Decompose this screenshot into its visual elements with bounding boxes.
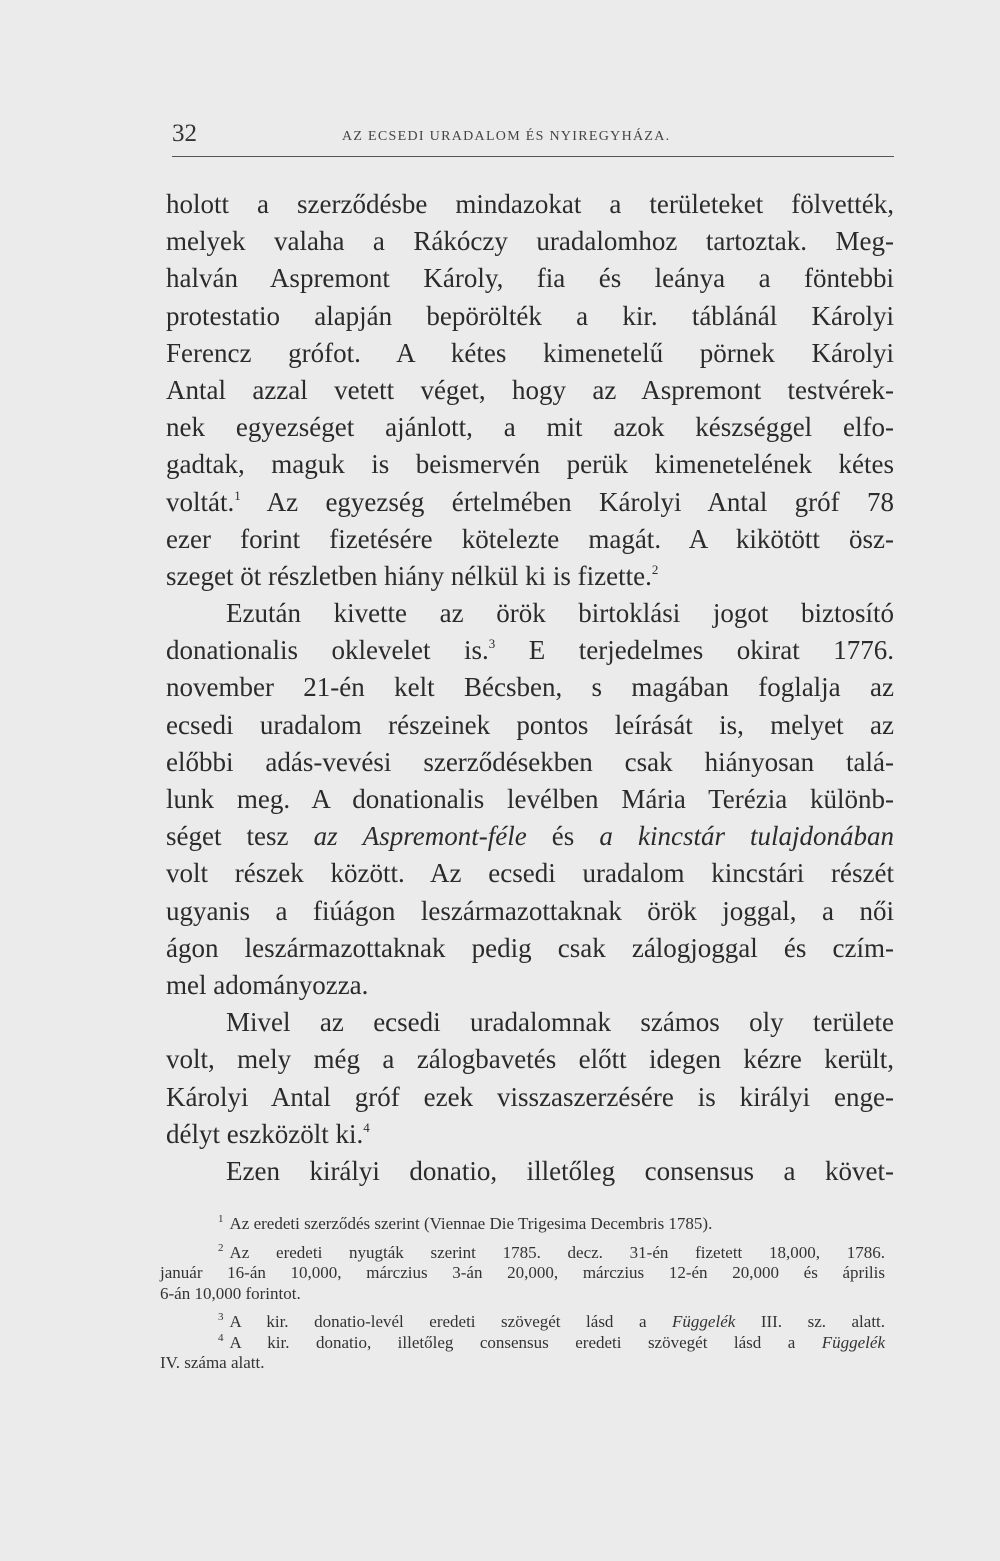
text-line: melyek valaha a Rákóczy uradalomhoz tartoztak. Meg- — [166, 226, 894, 257]
footnote-text: III. sz. alatt. — [760, 1312, 886, 1331]
text-line: Ezután kivette az örök birtoklási jogot biztosító — [226, 598, 894, 629]
footnote-mark: 2 — [218, 1241, 224, 1254]
text-line: ecsedi uradalom részeinek pontos leírását is, melyet az — [166, 709, 894, 740]
page-number: 32 — [172, 120, 197, 147]
text-line: gadtak, maguk is beismervén perük kimenetelének kétes — [166, 449, 894, 480]
text-line: ugyanis a fiúágon leszármazottaknak örök joggal, a női — [166, 895, 894, 926]
footnote-4 — [160, 1333, 885, 1354]
italic-text: az — [313, 821, 338, 852]
text-line: volt, mely még a zálogbavetés előtt idegen kézre került, — [166, 1044, 894, 1075]
text-line: Károlyi Antal gróf ezek visszaszerzésére is királyi enge- — [166, 1081, 894, 1112]
text-fragment: donationalis oklevelet is. — [166, 635, 489, 666]
footnote-2-line: 6-án 10,000 forintot. — [160, 1283, 301, 1303]
italic-text: kincstár tulajdonában — [637, 821, 895, 852]
text-fragment: voltát. — [166, 486, 235, 517]
footnote-mark: 1 — [218, 1213, 224, 1225]
text-fragment: szeget öt részletben hiány nélkül ki is fizette. — [166, 560, 652, 591]
footnotes — [160, 1214, 885, 1374]
text-line: halván Aspremont Károly, fia és leánya a föntebbi — [166, 263, 894, 294]
text-line — [166, 1116, 894, 1153]
text-fragment: E terjedelmes okirat 1776. — [528, 635, 895, 666]
footnote-ref: 1 — [234, 487, 241, 503]
text-line: előbbi adás-vevési szerződésekben csak hiányosan talá- — [166, 746, 894, 777]
text-line — [166, 818, 894, 855]
text-line: mel adományozza. — [166, 969, 369, 1000]
text-line: november 21-én kelt Bécsben, s magában foglalja az — [166, 672, 894, 703]
text-line: lunk meg. A donationalis levélben Mária Terézia különb- — [166, 784, 894, 814]
footnote-italic: Függelék — [672, 1312, 736, 1331]
text-line: nek egyezséget ajánlott, a mit azok készséggel elfo- — [166, 412, 894, 443]
text-fragment: délyt eszközölt ki. — [166, 1118, 364, 1149]
footnote-mark: 3 — [218, 1311, 224, 1323]
text-line: protestatio alapján bepörölték a kir. táblánál Károlyi — [166, 300, 894, 331]
running-title: AZ ECSEDI URADALOM ÉS NYIREGYHÁZA. — [342, 129, 671, 144]
body-text — [166, 186, 894, 1190]
text-line: ezer forint fizetésére kötelezte magát. A kikötött ösz- — [166, 523, 894, 554]
text-line: Ferencz grófot. A kétes kimenetelű pörnek Károlyi — [166, 337, 894, 368]
footnote-ref: 2 — [651, 561, 659, 577]
footnote-2-line: január 16-án 10,000, márczius 3-án 20,000, márczius 12-én 20,000 és április — [160, 1263, 885, 1282]
text-line: holott a szerződésbe mindazokat a területeket fölvették, — [166, 189, 894, 219]
text-fragment: Az egyezség értelmében Károlyi Antal gróf 78 — [266, 486, 894, 517]
footnote-ref: 3 — [488, 636, 496, 652]
footnote-1 — [160, 1214, 885, 1235]
footnote-italic: Függelék — [821, 1332, 885, 1352]
footnote-mark: 4 — [218, 1331, 224, 1344]
text-line: Ezen királyi donatio, illetőleg consensus a követ- — [226, 1155, 894, 1186]
footnote-2 — [160, 1243, 885, 1264]
text-line: ágon leszármazottaknak pedig csak zálogjoggal és czím- — [166, 932, 894, 963]
text-line: volt részek között. Az ecsedi uradalom kincstári részét — [166, 858, 894, 889]
footnote-text: A kir. donatio-levél eredeti szövegét lásd a — [229, 1312, 647, 1331]
text-line: Antal azzal vetett véget, hogy az Aspremont testvérek- — [166, 374, 894, 405]
text-fragment: séget tesz — [166, 821, 289, 852]
page-header — [172, 120, 894, 157]
footnote-text: Az eredeti nyugták szerint 1785. decz. 31-én fizetett 18,000, 1786. — [229, 1242, 885, 1262]
footnote-text: Az eredeti szerződés szerint (Viennae Die Trigesima Decembris 1785). — [229, 1214, 713, 1233]
text-line — [166, 484, 894, 521]
footnote-3 — [160, 1312, 885, 1333]
text-line: Mivel az ecsedi uradalomnak számos oly területe — [226, 1007, 894, 1038]
italic-text: Aspremont-féle — [362, 821, 527, 852]
italic-text: a — [599, 821, 613, 852]
text-fragment: és — [551, 821, 575, 852]
text-line — [166, 558, 894, 595]
footnote-text: A kir. donatio, illetőleg consensus eredeti szövegét lásd a — [229, 1332, 796, 1352]
footnote-ref: 4 — [363, 1119, 370, 1135]
footnote-4-line: IV. száma alatt. — [160, 1353, 265, 1372]
text-line — [166, 632, 894, 669]
